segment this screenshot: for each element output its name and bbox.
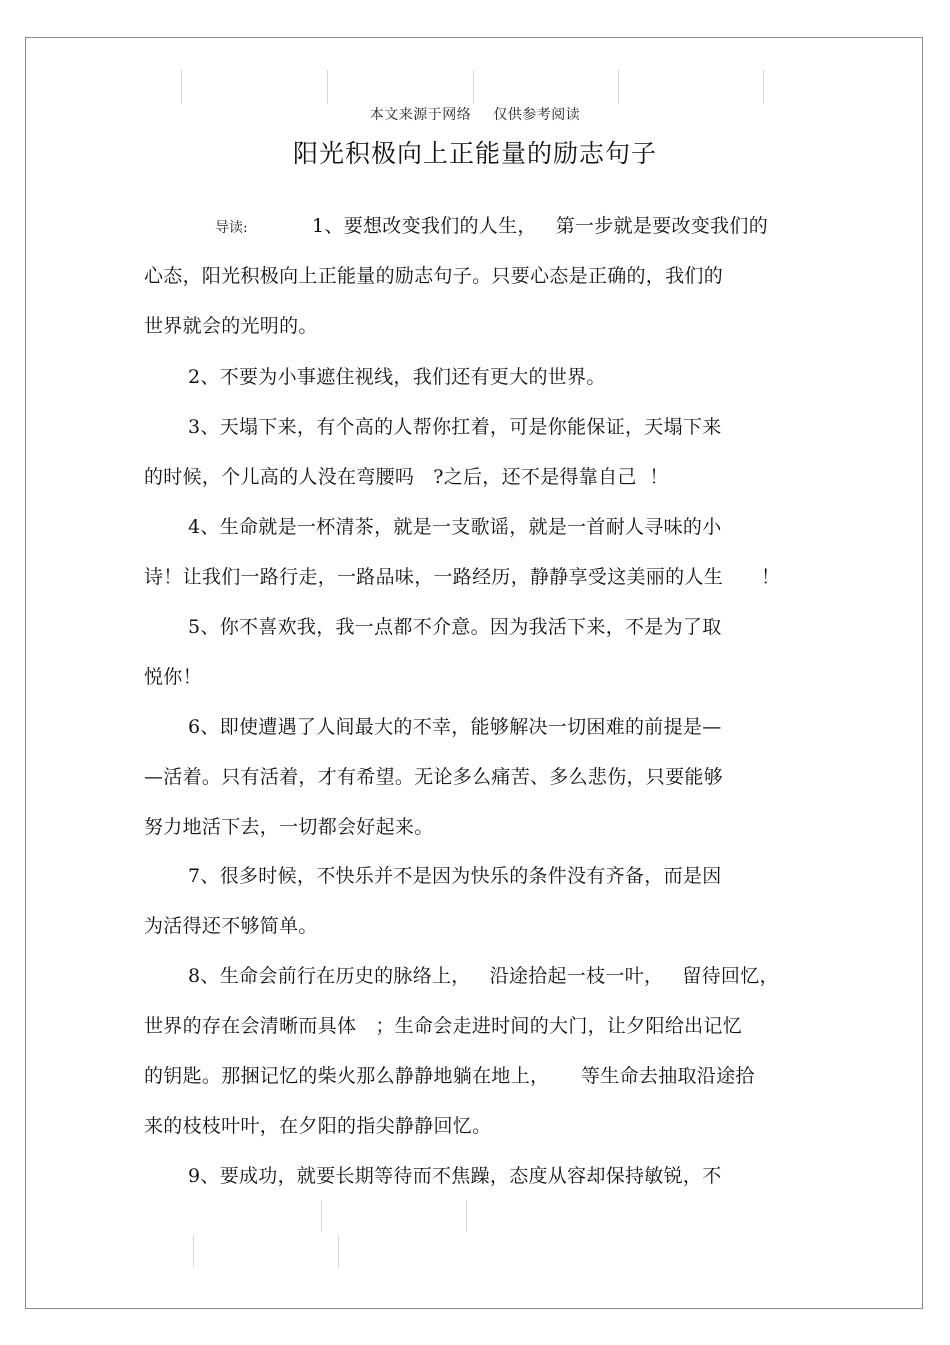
- body-line: 8、生命会前行在历史的脉络上， 沿途拾起一枝一叶， 留待回忆，: [188, 965, 779, 987]
- body-line: 心态，阳光积极向上正能量的励志句子。只要心态是正确的，我们的: [144, 265, 724, 287]
- lead-label: 导读:: [215, 220, 248, 236]
- body-line: 诗！让我们一路行走，一路品味，一路经历，静静享受这美丽的人生 ！: [144, 566, 781, 588]
- body-line: 2、不要为小事遮住视线，我们还有更大的世界。: [188, 366, 606, 388]
- page-header: [0, 104, 950, 124]
- body-line: 3、天塌下来，有个高的人帮你扛着，可是你能保证，天塌下来: [188, 416, 722, 438]
- divider: [618, 70, 619, 104]
- divider: [321, 1200, 322, 1232]
- body-line: 来的枝枝叶叶，在夕阳的指尖静静回忆。: [144, 1115, 492, 1137]
- body-line: 9、要成功，就要长期等待而不焦躁，态度从容却保持敏锐，不: [188, 1165, 722, 1187]
- body-line: 1、要想改变我们的人生， 第一步就是要改变我们的: [312, 215, 769, 237]
- divider: [181, 70, 182, 104]
- divider: [763, 70, 764, 104]
- body-line: —活着。只有活着，才有希望。无论多么痛苦、多么悲伤，只要能够: [144, 766, 724, 788]
- body-line: 的时候，个儿高的人没在弯腰吗 ?之后，还不是得靠自己 ！: [144, 466, 669, 488]
- body-line: 4、生命就是一杯清茶，就是一支歌谣，就是一首耐人寻味的小: [188, 516, 722, 538]
- body-line: 5、你不喜欢我，我一点都不介意。因为我活下来，不是为了取: [188, 616, 722, 638]
- divider: [466, 1200, 467, 1232]
- body-line: 的钥匙。那捆记忆的柴火那么静静地躺在地上， 等生命去抽取沿途拾: [144, 1065, 755, 1087]
- divider: [473, 70, 474, 104]
- body-line: 为活得还不够简单。: [144, 915, 318, 937]
- divider: [327, 70, 328, 104]
- source-note: 本文来源于网络: [369, 107, 472, 123]
- body-line: 努力地活下去，一切都会好起来。: [144, 816, 434, 838]
- body-line: 世界的存在会清晰而具体 ；生命会走进时间的大门，让夕阳给出记忆: [144, 1015, 743, 1037]
- divider: [338, 1235, 339, 1267]
- body-line: 世界就会的光明的。: [144, 315, 318, 337]
- document-title: 阳光积极向上正能量的励志句子: [292, 139, 657, 168]
- body-line: 6、即使遭遇了人间最大的不幸，能够解决一切困难的前提是—: [188, 716, 722, 738]
- divider: [193, 1235, 194, 1267]
- body-line: 悦你！: [144, 666, 202, 688]
- body-line: 7、很多时候，不快乐并不是因为快乐的条件没有齐备，而是因: [188, 865, 722, 887]
- reference-note: 仅供参考阅读: [493, 107, 581, 123]
